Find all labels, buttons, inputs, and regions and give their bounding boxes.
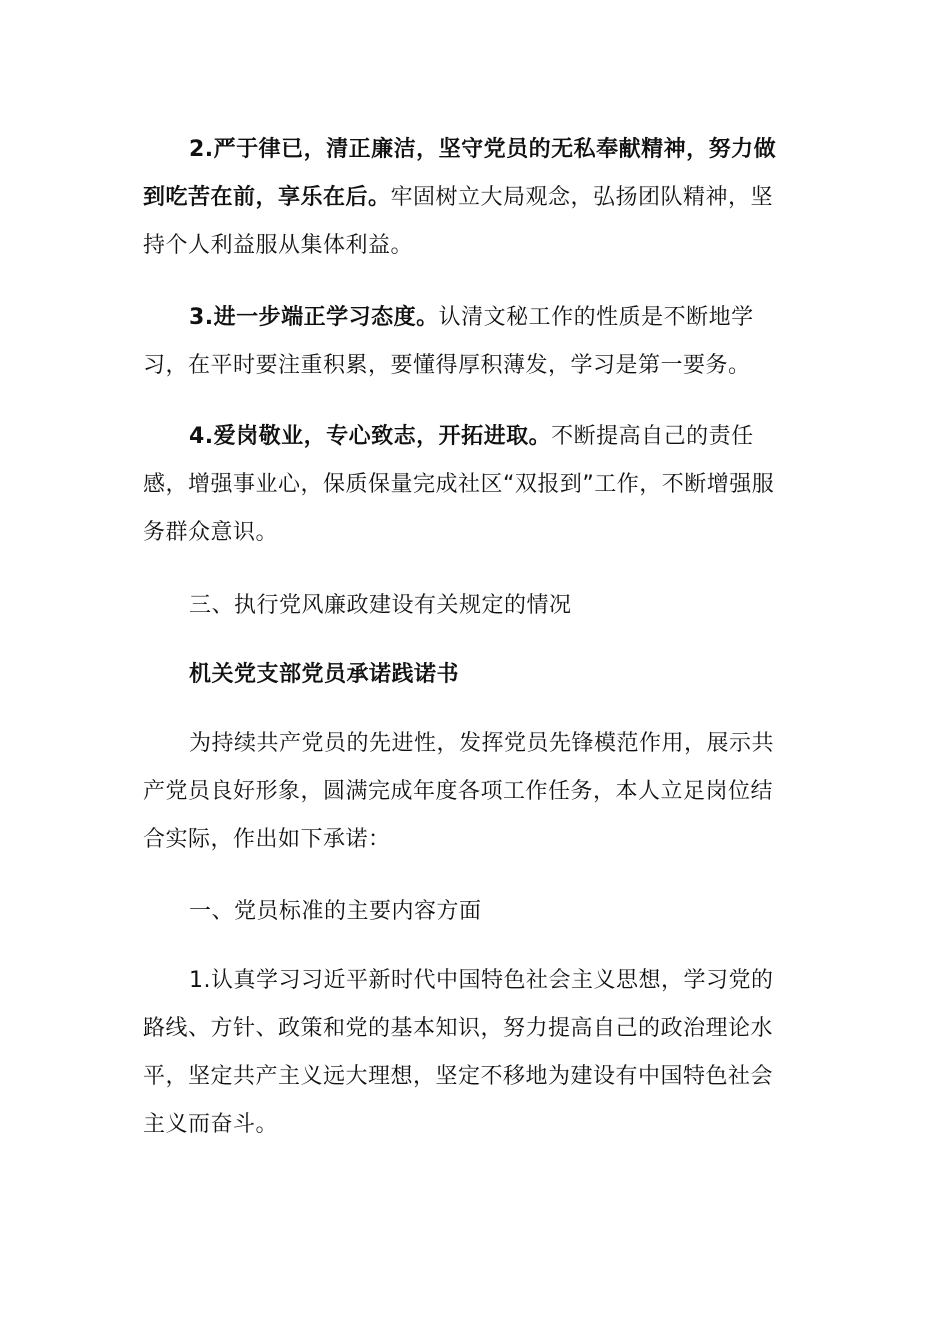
- paragraph-heading: 4.爱岗敬业，专心致志，开拓进取。: [189, 424, 552, 449]
- paragraph-body: 三、执行党风廉政建设有关规定的情况: [189, 593, 572, 618]
- document-title: [143, 651, 795, 699]
- intro-paragraph: [143, 720, 795, 864]
- paragraph-heading: 2.严于律已，清正廉洁，坚守党员的无私奉献精神，努力做到吃苦在前，享乐在后。: [143, 137, 777, 210]
- paragraph-heading: 机关党支部党员承诺践诺书: [189, 662, 460, 687]
- section-heading-1: [143, 888, 795, 936]
- paragraph-body: 1.认真学习习近平新时代中国特色社会主义思想，学习党的路线、方针、政策和党的基本知识，努力提高自己的政治理论水平，坚定共产主义远大理想，坚定不移地为建设有中国特色社会主义而奋斗。: [143, 968, 774, 1137]
- paragraph-heading: 3.进一步端正学习态度。: [189, 305, 439, 330]
- paragraph-item-4: [143, 413, 795, 557]
- paragraph-body: 为持续共产党员的先进性，发挥党员先锋模范作用，展示共产党员良好形象，圆满完成年度各项工作任务，本人立足岗位结合实际，作出如下承诺：: [143, 731, 775, 852]
- paragraph-body: 不断提高自己的责任感，增强事业心，保质保量完成社区“双报到”工作，不断增强服务群众意识。: [143, 424, 775, 545]
- paragraph-item-2: [143, 126, 795, 270]
- paragraph-body: 牢固树立大局观念，弘扬团队精神，坚持个人利益服从集体利益。: [143, 185, 774, 258]
- paragraph-body: 认清文秘工作的性质是不断地学习，在平时要注重积累，要懂得厚积薄发，学习是第一要务。: [143, 305, 754, 378]
- section-heading-3: [143, 582, 795, 630]
- paragraph-body: 一、党员标准的主要内容方面: [189, 899, 482, 924]
- paragraph-item-3: [143, 294, 795, 390]
- paragraph-item-1: [143, 957, 795, 1149]
